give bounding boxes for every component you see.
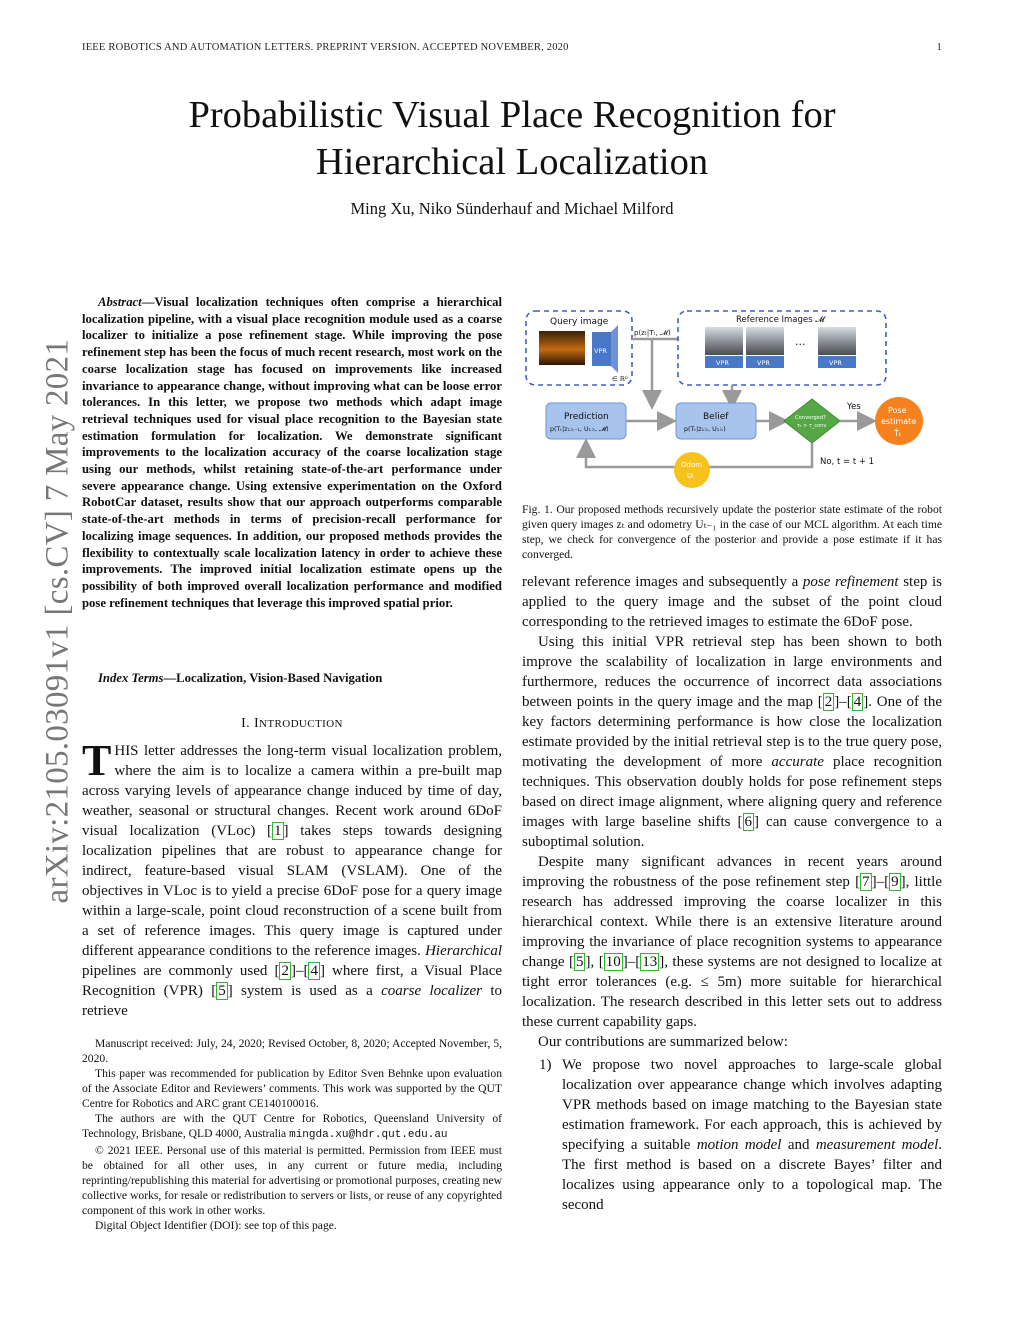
index-terms-text: —Localization, Vision-Based Navigation <box>163 671 383 685</box>
citation-link[interactable]: 7 <box>862 874 870 890</box>
intro-text: takes steps towards designing localization pipelines that are robust to appearance change for indirect, feature-based visual SLAM (VSLAM). One of the objectives in VLoc is to yield a precise 6DoF pose for a query image within a large-scale, point cloud reconstruction of a scene built from a set of reference images. This query image is captured under different appearance conditions to the reference images. <box>82 823 502 959</box>
prediction-formula: p(Tₜ|z₁:ₜ₋₁, U₁:ₜ, 𝓜) <box>550 426 609 433</box>
paragraph-text: , little research has addressed improving the coarse localizer in this hierarchical context. While there is an extensive literature around improving the invariance of place recognition systems to appearance change <box>522 874 942 970</box>
converged-line-1: Converged? <box>795 415 826 421</box>
reference-photo-3 <box>818 327 856 355</box>
converged-diamond <box>784 399 840 443</box>
paragraph-text: – <box>627 954 636 970</box>
abstract-label: Abstract <box>98 295 142 309</box>
odom-line-2: Uₜ <box>687 472 695 480</box>
footnote-affiliation <box>82 1111 502 1143</box>
paragraph-text: Using this initial VPR retrieval step has been shown to both improve the scalability of localization in large environments and furthermore, reduces the occurrence of incorrect data associations between points in the query image and the map <box>522 634 942 710</box>
section-heading <box>82 716 502 732</box>
query-photo <box>539 331 585 365</box>
pose-line-1: Pose <box>888 406 907 415</box>
citation-link[interactable]: 10 <box>605 954 621 970</box>
figure-1-caption: Fig. 1. Our proposed methods recursively update the posterior state estimate of the robot given query images zₜ and odometry Uₜ₋₁ in the case of our MCL algorithm. At each time step, we check for convergence of the posterior and provide a pose estimate if it has converged. <box>522 503 942 561</box>
paragraph-text: Despite many significant advances in recent years around improving the robustness of the pose refinement step <box>522 854 942 890</box>
citation-link[interactable]: 1 <box>274 823 282 839</box>
reference-vpr-label-2: VPR <box>757 359 770 367</box>
paragraph-text: , these systems are not designed to localize at tight error tolerances (e.g. ≤ 5m) more suitable for hierarchical localization. The research described in this letter sets out to address these current capability gaps. <box>522 954 942 1030</box>
paragraph-emphasis: pose refinement <box>802 574 899 590</box>
intro-text: where first, a Visual Place Recognition (VPR) <box>82 963 503 999</box>
reference-images-label: Reference Images 𝓜 <box>736 315 825 325</box>
paragraph-emphasis: accurate <box>771 754 824 770</box>
reference-photo-2 <box>746 327 784 355</box>
author-email[interactable]: mingda.xu@hdr.qut.edu.au <box>289 1129 448 1141</box>
yes-label: Yes <box>847 402 861 412</box>
intro-emphasis: coarse localizer <box>381 983 482 999</box>
citation-link[interactable]: 9 <box>891 874 899 890</box>
arxiv-stamp: arXiv:2105.03091v1 [cs.CV] 7 May 2021 <box>39 338 76 904</box>
section-title-rest: NTRODUCTION <box>259 718 343 730</box>
citation-link[interactable]: 6 <box>744 814 753 830</box>
pose-line-2: estimate <box>881 417 917 426</box>
section-title-initial: I <box>253 716 260 731</box>
section-number: I. <box>241 716 251 731</box>
intro-text: to retrieve <box>82 983 503 1019</box>
footnote-copyright: © 2021 IEEE. Personal use of this material is permitted. Permission from IEEE must be obtained for all other uses, in any current or future media, including reprinting/republishing this material for advertising or promotional purposes, creating new collective works, for resale or redistribution to servers or lists, or reuse of any copyrighted component of this work in other works. <box>82 1144 502 1217</box>
intro-paragraph: THIS letter addresses the long-term visual localization problem, where the aim is to localize a camera within a pre-built map across varying levels of appearance change induced by time of day, weather, seasonal or structural changes. Recent work around 6DoF visual localization (VLoc) [ 1 ] takes steps towards designing localization pipelines that are robust to appearance change for indirect, feature-based visual SLAM (VSLAM). One of the objectives in VLoc is to yield a precise 6DoF pose for a query image within a large-scale, point cloud reconstruction of a scene built from a set of reference images. This query image is captured under different appearance conditions to the reference images. Hierarchical pipelines are commonly used [ 2 ]–[ 4 ] where first, a Visual Place Recognition (VPR) [ 5 ] system is used as a coarse localizer to retrieve <box>82 736 503 1019</box>
paragraph-text: – <box>839 694 847 710</box>
paragraph-text: relevant reference images and subsequently a <box>522 574 803 590</box>
likelihood-label: p(zₜ|Tₜ, 𝓜) <box>634 329 671 337</box>
contributions-intro: Our contributions are summarized below: <box>538 1034 788 1050</box>
citation-link[interactable]: 4 <box>310 963 318 979</box>
converged-line-2: τₜ > τ_conv <box>797 423 827 429</box>
list-text: and <box>781 1137 816 1153</box>
no-label: No, t = t + 1 <box>820 457 875 467</box>
list-text: . The first method is based on a discrete Bayes’ filter and localizes using appearance only to a topological map. The second <box>562 1137 942 1213</box>
paragraph <box>522 572 942 632</box>
abstract <box>82 294 502 611</box>
list-number: 1) <box>539 1057 552 1073</box>
query-vpr-label: VPR <box>594 347 607 355</box>
odom-circle <box>674 452 710 488</box>
paragraph-text: , <box>590 954 599 970</box>
pose-line-3: T̂ₜ <box>894 429 902 438</box>
query-vpr-tip <box>611 325 618 373</box>
odom-line-1: Odom <box>681 461 703 469</box>
journal-line: IEEE ROBOTICS AND AUTOMATION LETTERS. PREPRINT VERSION. ACCEPTED NOVEMBER, 2020 <box>82 42 569 53</box>
citation-link[interactable]: 2 <box>824 694 833 710</box>
citation-link[interactable]: 2 <box>281 963 289 979</box>
reference-photo-1 <box>705 327 743 355</box>
list-text: We propose two novel approaches to large-scale global localization over appearance change which involves adapting VPR methods based on image matching to the Bayesian state estimation framework. For each approach, this is achieved by specifying a suitable <box>562 1057 942 1153</box>
paragraph-text: – <box>876 874 885 890</box>
intro-text: pipelines are commonly used <box>82 963 275 979</box>
figure-1-diagram <box>522 305 942 490</box>
prediction-title: Prediction <box>564 412 609 422</box>
intro-text: HIS letter addresses the long-term visual localization problem, where the aim is to localize a camera within a pre-built map across varying levels of appearance change induced by time of day, weather, seasonal or structural changes. Recent work around 6DoF visual localization (VLoc) <box>82 743 502 839</box>
real-space-label: ∈ ℝᴰ <box>612 375 629 383</box>
citation-link[interactable]: 13 <box>642 954 658 970</box>
footnote-doi: Digital Object Identifier (DOI): see top of this page. <box>95 1219 337 1232</box>
reference-vpr-label-3: VPR <box>829 359 842 367</box>
belief-formula: p(Tₜ|z₁:ₜ, U₁:ₜ) <box>684 426 726 433</box>
affiliation-text: The authors are with the QUT Centre for Robotics, Queensland University of Technology, Brisbane, QLD 4000, Australia <box>82 1112 502 1140</box>
page-number: 1 <box>936 42 942 53</box>
footnote-manuscript: Manuscript received: July, 24, 2020; Revised October, 8, 2020; Accepted November, 5, 2020. <box>82 1037 502 1065</box>
paper-title <box>60 92 964 186</box>
intro-text: system is used as a <box>232 983 382 999</box>
citation-link[interactable]: 5 <box>575 954 584 970</box>
citation-link[interactable]: 5 <box>218 983 226 999</box>
index-terms-label: Index Terms <box>98 671 164 685</box>
author-list: Ming Xu, Niko Sünderhauf and Michael Milford <box>350 199 674 218</box>
belief-title: Belief <box>703 412 729 422</box>
paragraph: Using this initial VPR retrieval step has been shown to both improve the scalability of localization in large environments and furthermore, reduces the occurrence of incorrect data associations between points in the query image and the map [ 2 ]–[ 4 ]. One of the key factors determining performance is how close the localization estimate provided by the initial retrieval step is to the true query pose, motivating the development of more accurate place recognition techniques. This observation doubly holds for pose refinement steps based on direct image alignment, where aligning query and reference images with large baseline shifts [ 6 ] can cause convergence to a suboptimal solution. <box>522 634 943 850</box>
drop-cap: T <box>82 736 112 785</box>
contribution-item <box>522 1055 942 1215</box>
citation-link[interactable]: 4 <box>853 694 862 710</box>
running-head <box>82 42 942 53</box>
query-image-label: Query image <box>550 317 609 327</box>
reference-vpr-label-1: VPR <box>716 359 729 367</box>
title-line-2: Hierarchical Localization <box>315 141 709 183</box>
list-emphasis: motion model <box>696 1137 782 1153</box>
index-terms <box>82 671 502 686</box>
paragraph-text: step is applied to the query image and the subset of the point cloud corresponding to the retrieved images to estimate the 6DoF pose. <box>522 574 942 630</box>
title-line-1: Probabilistic Visual Place Recognition for <box>188 94 836 136</box>
paragraph-text: place recognition techniques. This observation doubly holds for pose refinement steps based on direct image alignment, where aligning query and reference images with large baseline shifts <box>522 754 942 830</box>
paragraph-text: can cause convergence to a suboptimal solution. <box>522 814 943 850</box>
footnotes <box>82 1036 502 1233</box>
right-column-text <box>522 572 942 1215</box>
intro-text: – <box>295 963 304 979</box>
footnote-editor: This paper was recommended for publication by Editor Sven Behnke upon evaluation of the Associate Editor and Reviewers’ comments. This work was supported by the QUT Centre for Robotics and ARC grant CE140100016. <box>82 1067 502 1110</box>
abstract-text: —Visual localization techniques often comprise a hierarchical localization pipeline, with a visual place recognition module used as a coarse localizer to initialize a pose refinement stage. While improving the pose refinement step has been the focus of much recent research, most work on the coarse localization stage has focused on improvements like increased invariance to appearance change, without improving what can be loose error tolerances. In this letter, we propose two methods which adapt image retrieval techniques used for visual place recognition to the Bayesian state estimation formulation for localization. We demonstrate significant improvements to the localization accuracy of the coarse localization stage using our methods, whilst retaining state-of-the-art performance under severe appearance change. Using extensive experimentation on the Oxford RobotCar dataset, results show that our approach outperforms comparable state-of-the-art methods in terms of precision-recall performance for localizing image sequences. In addition, our proposed methods provides the flexibility to contextually scale localization latency in order to achieve these improvements. The improved initial localization estimate opens up the possibility of both improved overall localization performance and modified pose refinement techniques that leverage this improved spatial prior. <box>82 295 502 610</box>
paragraph-text: . One of the key factors determining performance is how close the localization estimate provided by the initial retrieval step is to the true query pose, motivating the development of more <box>522 694 942 770</box>
reference-ellipsis: ... <box>795 335 806 348</box>
paragraph: Despite many significant advances in recent years around improving the robustness of the pose refinement step [ 7 ]–[ 9 ], little research has addressed improving the coarse localizer in this hierarchical context. While there is an extensive literature around improving the invariance of place recognition systems to appearance change [ 5 ], [ 10 ]–[ 13 ], these systems are not designed to localize at tight error tolerances (e.g. ≤ 5m) more suitable for hierarchical localization. The research described in this letter sets out to address these current capability gaps. <box>522 854 942 1030</box>
list-emphasis: measurement model <box>815 1137 939 1153</box>
intro-emphasis: Hierarchical <box>425 943 502 959</box>
